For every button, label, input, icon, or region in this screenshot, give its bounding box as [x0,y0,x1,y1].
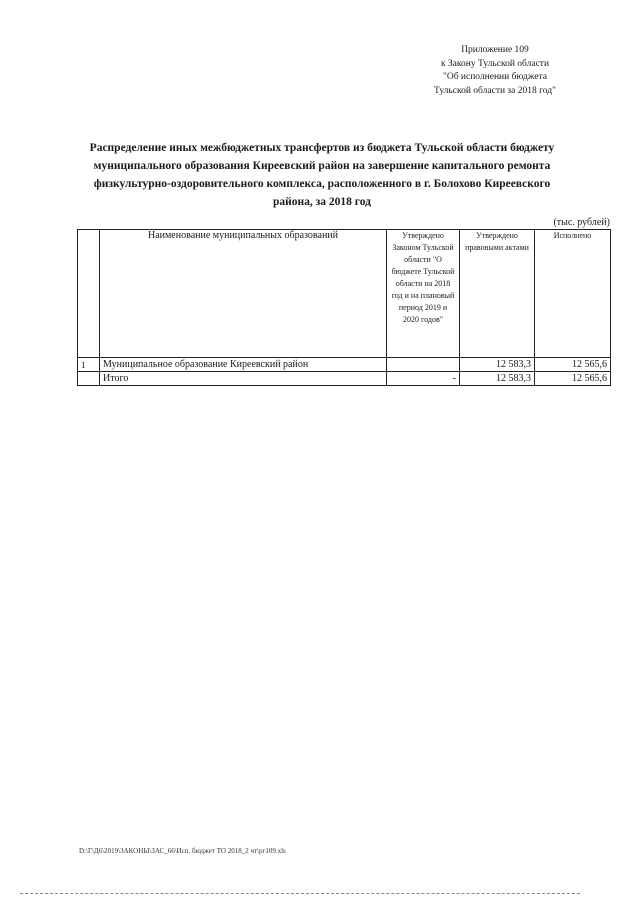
row-approved-acts: 12 583,3 [460,358,535,372]
header-executed: Исполнено [535,230,611,358]
row-name: Муниципальное образование Киреевский район [100,358,387,372]
transfers-table [77,229,611,386]
table-row [78,358,611,372]
bottom-divider [20,893,580,894]
appendix-line: Тульской области за 2018 год" [434,85,556,96]
title-line: физкультурно-оздоровительного комплекса, расположенного в г. Болохово Киреевского [93,178,551,190]
header-approved-law: Утверждено Законом Тульской области "О бюджете Тульской области на 2018 год и на плановый период 2019 и 2020 годов" [387,230,460,358]
appendix-line: к Закону Тульской области [440,58,550,69]
header-num [78,230,100,358]
total-num [78,372,100,386]
total-name: Итого [100,372,387,386]
table-total-row [78,372,611,386]
total-executed: 12 565,6 [535,372,611,386]
title-line: района, за 2018 год [273,196,371,208]
appendix-line: "Об исполнении бюджета [442,72,548,82]
appendix-line: Приложение 109 [461,45,529,55]
document-title [62,139,582,211]
title-line: Распределение иных межбюджетных трансфертов из бюджета Тульской области бюджету [89,142,555,154]
row-executed: 12 565,6 [535,358,611,372]
header-approved-acts: Утверждено правовыми актами [460,230,535,358]
table-header-row [78,230,611,358]
appendix-header [400,44,590,98]
title-line: муниципального образования Киреевский район на завершение капитального ремонта [93,160,551,172]
header-name: Наименование муниципальных образований [100,230,387,358]
row-approved-law [387,358,460,372]
total-approved-acts: 12 583,3 [460,372,535,386]
row-num: 1 [78,358,100,372]
file-path-footer: D:\Г\Д6\2019\ЗАКОНЫ\ЗАС_66\Исп. бюджет ТО 2018_2 чт\рг109.xls [79,847,286,855]
units-label: (тыс. рублей) [553,217,610,228]
total-approved-law: - [387,372,460,386]
